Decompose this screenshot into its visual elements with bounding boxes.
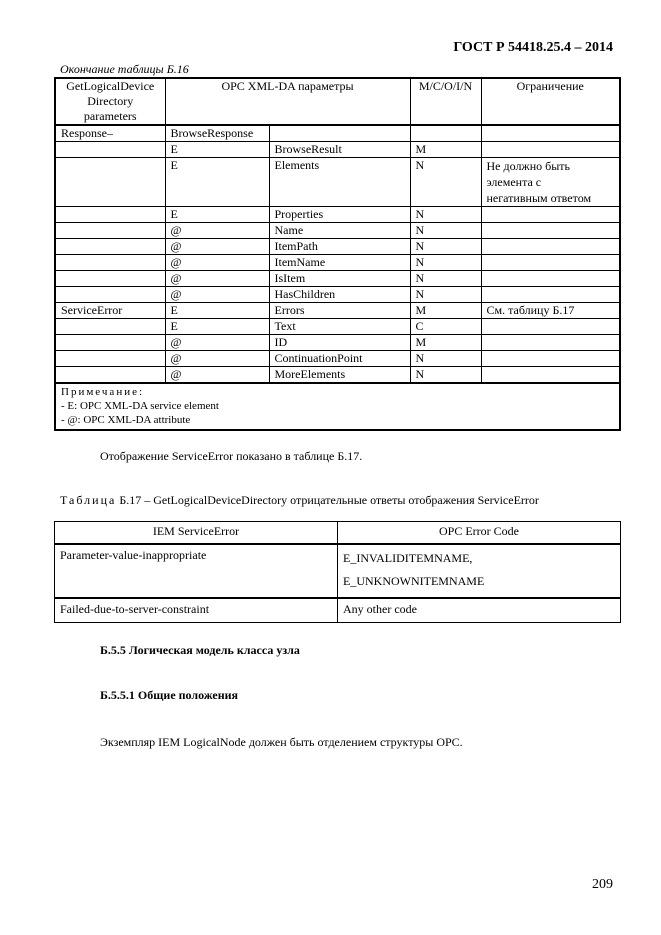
table-row: [55, 223, 620, 239]
table-header-row: [55, 522, 621, 545]
paragraph-serviceerror: Отображение ServiceError показано в таблице Б.17.: [100, 449, 363, 463]
table-row: [55, 207, 620, 223]
table-cell: N: [410, 158, 481, 207]
table-cell: N: [410, 239, 481, 255]
table-cell: Any other code: [338, 598, 621, 623]
note-line: - @: OPC XML-DA attribute: [61, 414, 191, 426]
table-cell: M: [410, 335, 481, 351]
table-cell: См. таблицу Б.17: [481, 303, 620, 319]
table-cell: [55, 158, 165, 207]
table-row: [55, 303, 620, 319]
table-cell: @: [165, 255, 269, 271]
constraint-text: негативным ответом: [486, 191, 592, 205]
table-cell: Failed-due-to-server-constraint: [55, 598, 338, 623]
header-cell-opc-error-code: OPC Error Code: [338, 522, 621, 545]
table-row: [55, 271, 620, 287]
table-cell: N: [410, 207, 481, 223]
table-cell: [481, 287, 620, 303]
document-standard-header: ГОСТ Р 54418.25.4 – 2014: [453, 40, 613, 55]
caption-text: Б.17 – GetLogicalDeviceDirectory отрицательные ответы отображения ServiceError: [119, 493, 539, 507]
table-cell: [481, 351, 620, 367]
table-cell: [481, 223, 620, 239]
table-cell: M: [410, 303, 481, 319]
paragraph-logicalnode: Экземпляр IEM LogicalNode должен быть отделением структуры OPC.: [100, 735, 463, 749]
table-note: [55, 383, 620, 430]
table-cell: E: [165, 142, 269, 158]
table-row: [55, 142, 620, 158]
table-cell: [481, 207, 620, 223]
table-cell: @: [165, 239, 269, 255]
header-text: Directory: [87, 94, 134, 108]
table-cell: E: [165, 158, 269, 207]
table-cell: @: [165, 367, 269, 384]
constraint-text: Не должно быть: [486, 159, 571, 173]
table-continuation-caption: Окончание таблицы Б.16: [60, 62, 189, 76]
table-cell: E: [165, 207, 269, 223]
header-cell-parameters: [55, 78, 165, 125]
table-cell: @: [165, 271, 269, 287]
table-cell: [269, 125, 410, 142]
table-cell: M: [410, 142, 481, 158]
table-cell: N: [410, 351, 481, 367]
table-cell: [55, 223, 165, 239]
note-title: Примечание:: [61, 386, 145, 398]
table-cell: [55, 351, 165, 367]
table-cell: [55, 255, 165, 271]
header-text: parameters: [83, 109, 137, 123]
table-cell: @: [165, 335, 269, 351]
header-cell-iem-serviceerror: IEM ServiceError: [55, 522, 338, 545]
table-cell: N: [410, 271, 481, 287]
table-cell: [55, 271, 165, 287]
table-cell: [481, 271, 620, 287]
table-cell: [55, 335, 165, 351]
table-cell: [481, 125, 620, 142]
table-row: [55, 367, 620, 384]
table-cell: Errors: [269, 303, 410, 319]
table-cell: @: [165, 223, 269, 239]
table-cell: [481, 255, 620, 271]
page-number: 209: [592, 877, 613, 892]
table-cell: Elements: [269, 158, 410, 207]
table-cell: Parameter-value-inappropriate: [55, 544, 338, 598]
table-cell: [55, 142, 165, 158]
table-cell: [55, 207, 165, 223]
table-cell: Response–: [55, 125, 165, 142]
table-cell: N: [410, 367, 481, 384]
error-code: E_UNKNOWNITEMNAME: [343, 574, 485, 588]
table-b17: [54, 521, 621, 623]
table-row: [55, 158, 620, 207]
table-cell: HasChildren: [269, 287, 410, 303]
table-cell: [481, 239, 620, 255]
header-text: GetLogicalDevice: [66, 79, 155, 93]
table-row: [55, 239, 620, 255]
table-row: [55, 319, 620, 335]
table-cell: N: [410, 287, 481, 303]
table-b17-caption: [60, 493, 539, 508]
table-cell: N: [410, 255, 481, 271]
table-row: [55, 255, 620, 271]
table-cell: [481, 367, 620, 384]
table-cell: @: [165, 351, 269, 367]
table-cell: E: [165, 319, 269, 335]
caption-label: Таблица: [60, 493, 117, 507]
table-cell: [481, 319, 620, 335]
table-cell: [481, 142, 620, 158]
table-cell: C: [410, 319, 481, 335]
table-cell: [55, 367, 165, 384]
header-cell-constraint: Ограничение: [481, 78, 620, 125]
table-cell: [338, 544, 621, 598]
section-heading-b551: Б.5.5.1 Общие положения: [100, 688, 239, 702]
table-note-row: [55, 383, 620, 430]
table-b16: [54, 77, 621, 431]
table-cell: [55, 287, 165, 303]
header-cell-opc: OPC XML-DA параметры: [165, 78, 410, 125]
table-cell: [55, 239, 165, 255]
table-cell: ItemPath: [269, 239, 410, 255]
table-cell: MoreElements: [269, 367, 410, 384]
section-heading-b55: Б.5.5 Логическая модель класса узла: [100, 643, 300, 657]
table-cell-constraint: [481, 158, 620, 207]
header-cell-mcoin: M/C/O/I/N: [410, 78, 481, 125]
table-cell: IsItem: [269, 271, 410, 287]
table-cell: BrowseResponse: [165, 125, 269, 142]
table-header-row: [55, 78, 620, 125]
table-cell: ServiceError: [55, 303, 165, 319]
table-row: [55, 287, 620, 303]
constraint-text: элемента с: [486, 175, 542, 189]
table-cell: ID: [269, 335, 410, 351]
table-row: [55, 125, 620, 142]
note-line: - E: OPC XML-DA service element: [61, 400, 219, 412]
table-cell: [55, 319, 165, 335]
table-row: [55, 598, 621, 623]
table-cell: [410, 125, 481, 142]
table-cell: Properties: [269, 207, 410, 223]
table-cell: N: [410, 223, 481, 239]
table-cell: @: [165, 287, 269, 303]
error-code: E_INVALIDITEMNAME,: [343, 551, 473, 565]
table-cell: ItemName: [269, 255, 410, 271]
table-cell: [481, 335, 620, 351]
table-cell: BrowseResult: [269, 142, 410, 158]
table-cell: ContinuationPoint: [269, 351, 410, 367]
table-cell: Name: [269, 223, 410, 239]
table-row: [55, 335, 620, 351]
table-row: [55, 351, 620, 367]
table-cell: E: [165, 303, 269, 319]
table-cell: Text: [269, 319, 410, 335]
table-row: [55, 544, 621, 598]
